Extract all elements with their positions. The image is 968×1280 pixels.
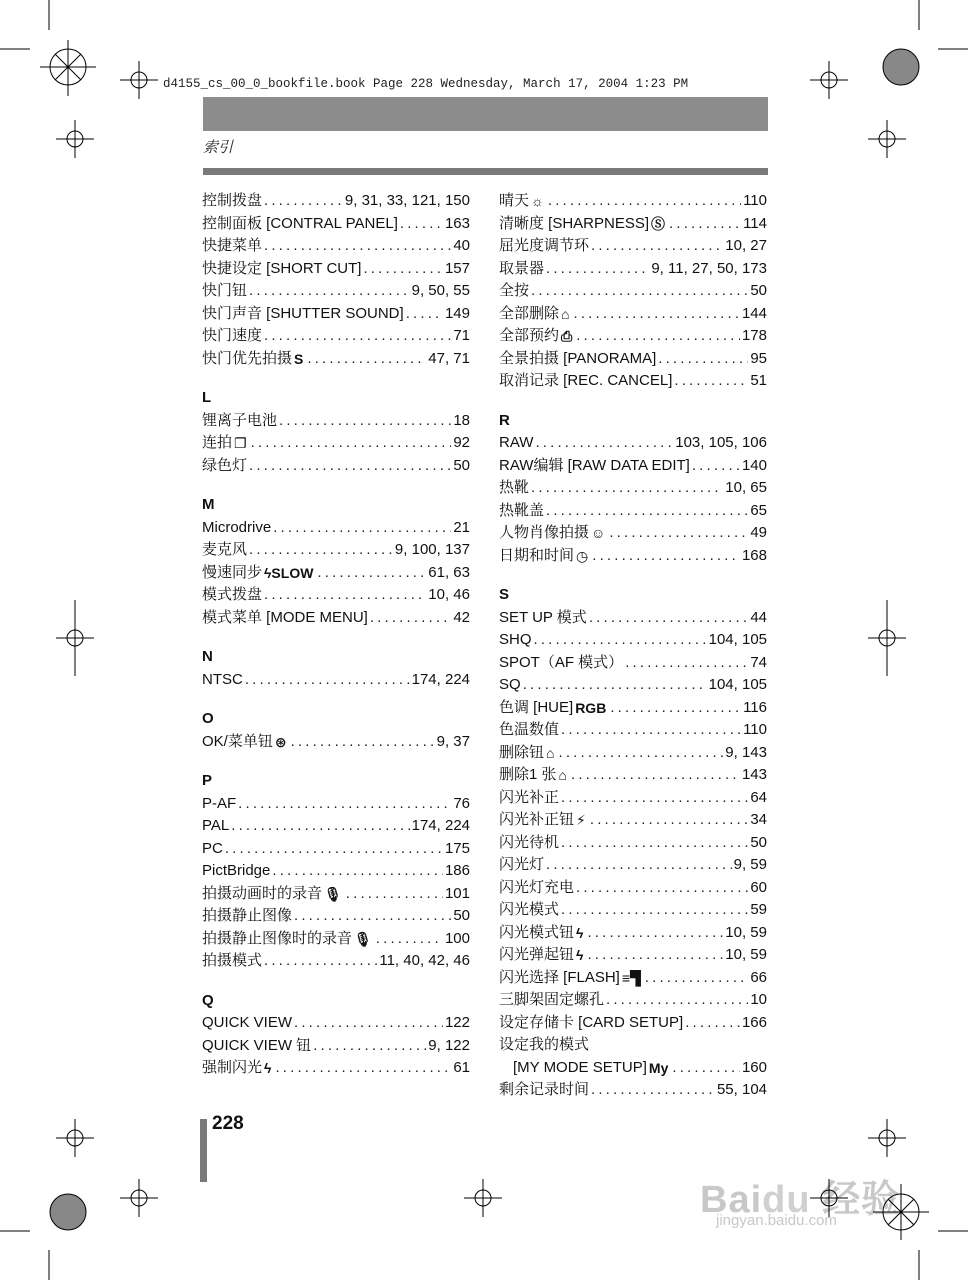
index-pages: 50 [453, 456, 470, 474]
index-pages: 9, 143 [725, 743, 767, 761]
index-term: P-AF [202, 794, 237, 812]
index-pages: 9, 59 [733, 856, 767, 873]
index-pages: 168 [741, 546, 767, 564]
section-label: 索引 [203, 139, 234, 156]
index-pages: 59 [750, 901, 767, 918]
index-pages: 10, 59 [725, 923, 767, 941]
index-term: 日期和时间 [499, 546, 575, 564]
index-term: 取景器 [499, 259, 545, 277]
index-term: 屈光度调节环 [499, 237, 590, 254]
index-term: 闪光补正钮 [499, 811, 575, 828]
index-symbol-icon: 🎙 [324, 885, 342, 902]
index-pages: 76 [453, 794, 470, 812]
index-term: 慢速同步 [202, 563, 263, 581]
index-term: 删除钮 [499, 743, 545, 761]
index-term: 闪光选择 [FLASH] [499, 968, 620, 986]
index-pages: 51 [750, 372, 767, 389]
index-term: 取消记录 [REC. CANCEL] [499, 372, 673, 389]
index-pages: 100 [444, 929, 470, 947]
index-pages: 103, 105, 106 [675, 434, 767, 451]
index-term: 快捷菜单 [202, 237, 263, 254]
index-pages: 9, 31, 33, 121, 150 [344, 192, 470, 209]
index-term: PC [202, 839, 223, 857]
index-term: 色温数值 [499, 721, 560, 738]
index-pages: 122 [444, 1014, 470, 1031]
index-pages: 34 [750, 811, 767, 828]
index-term: 闪光弹起钮 [499, 946, 575, 963]
index-pages: 61 [453, 1059, 470, 1076]
index-term: 绿色灯 [202, 456, 248, 474]
index-pages: 140 [741, 456, 767, 474]
watermark-url: jingyan.baidu.com [716, 1212, 837, 1229]
index-pages: 144 [741, 304, 767, 322]
index-pages: 10, 46 [428, 586, 470, 603]
index-letter-heading: Q [202, 991, 214, 1009]
index-term: 快门优先拍摄 [202, 349, 293, 367]
index-pages: 143 [741, 766, 767, 783]
index-pages: 9, 122 [428, 1036, 470, 1054]
index-pages: 175 [444, 839, 470, 857]
index-pages: 50 [750, 282, 767, 299]
index-pages: 71 [453, 327, 470, 344]
index-term: 快门声音 [SHUTTER SOUND] [202, 304, 404, 322]
index-term: 闪光灯充电 [499, 878, 575, 896]
index-pages: 64 [750, 788, 767, 806]
index-term: 快门钮 [202, 282, 248, 299]
page-number: 228 [212, 1113, 244, 1134]
index-term: 快门速度 [202, 327, 263, 344]
index-pages: 157 [444, 259, 470, 277]
index-pages: 160 [741, 1058, 767, 1076]
index-pages: 21 [453, 518, 470, 536]
index-term: 全景拍摄 [PANORAMA] [499, 349, 657, 367]
index-term: OK/菜单钮 [202, 732, 273, 750]
index-pages: 114 [743, 214, 767, 232]
index-term: SET UP 模式 [499, 608, 587, 626]
index-term: 设定我的模式 [499, 1036, 590, 1053]
index-pages: 18 [453, 411, 470, 429]
index-term: 闪光补正 [499, 788, 560, 806]
index-term: SPOT（AF 模式） [499, 653, 624, 671]
index-symbol-icon: ϟSLOW [264, 564, 314, 581]
index-term: 闪光模式钮 [499, 923, 575, 941]
index-term: 人物肖像拍摄 [499, 524, 590, 541]
index-symbol-icon: ☼ [531, 193, 544, 209]
index-term: 控制拨盘 [202, 192, 263, 209]
index-term: 闪光模式 [499, 901, 560, 918]
index-pages: 61, 63 [428, 563, 470, 581]
index-term: 设定存储卡 [CARD SETUP] [499, 1013, 684, 1031]
index-pages: 44 [750, 608, 767, 626]
index-term: 强制闪光 [202, 1059, 263, 1076]
index-term: 三脚架固定螺孔 [499, 991, 605, 1008]
index-term: 连拍 [202, 434, 233, 451]
index-letter-heading: P [202, 772, 213, 789]
index-term: 控制面板 [CONTRAL PANEL] [202, 214, 398, 232]
index-term: SQ [499, 676, 521, 693]
index-pages: 74 [750, 653, 767, 671]
index-term: 拍摄动画时的录音 [202, 884, 323, 902]
index-term: 闪光灯 [499, 856, 545, 873]
index-symbol-icon: 🎙 [354, 930, 372, 947]
index-pages: 101 [444, 884, 470, 902]
index-letter-heading: R [499, 411, 510, 429]
index-pages: 95 [750, 349, 767, 367]
index-term: RAW [499, 434, 534, 451]
index-pages: 110 [743, 721, 767, 738]
index-pages: 66 [750, 968, 767, 986]
index-term: 清晰度 [SHARPNESS] [499, 214, 650, 232]
index-term: 晴天 [499, 192, 530, 209]
index-letter-heading: M [202, 496, 215, 513]
index-symbol-icon: ❐ [234, 435, 247, 451]
index-term: 色调 [HUE] [499, 698, 574, 716]
index-pages: 186 [444, 862, 470, 879]
index-term: 拍摄静止图像 [202, 907, 293, 924]
index-pages: 104, 105 [708, 676, 767, 693]
index-pages: 65 [750, 501, 767, 519]
index-symbol-icon: ☺ [591, 525, 606, 541]
index-term: 全部删除 [499, 304, 560, 322]
index-term: Microdrive [202, 518, 272, 536]
index-pages: 174, 224 [411, 817, 470, 834]
index-term: 删除1 张 [499, 766, 557, 783]
index-term: 拍摄静止图像时的录音 [202, 929, 353, 947]
index-symbol-icon: ⌂ [558, 767, 567, 783]
index-pages: 55, 104 [716, 1081, 767, 1098]
index-term: 热靴盖 [499, 501, 545, 519]
index-term: 麦克风 [202, 541, 248, 558]
index-term: PictBridge [202, 862, 271, 879]
index-pages: 49 [750, 524, 767, 541]
index-term: 热靴 [499, 479, 530, 496]
index-pages: 149 [444, 304, 470, 322]
index-symbol-icon: ϟ [576, 947, 584, 963]
index-term: PAL [202, 817, 230, 834]
index-pages: 10, 59 [725, 946, 767, 963]
index-pages: 47, 71 [428, 349, 470, 367]
index-pages: 166 [741, 1013, 767, 1031]
index-symbol-icon: ⌂ [561, 305, 570, 322]
index-term: 剩余记录时间 [499, 1081, 590, 1098]
file-header: d4155_cs_00_0_bookfile.book Page 228 Wednesday, March 17, 2004 1:23 PM [163, 77, 689, 91]
index-symbol-icon: Ⓢ [651, 215, 666, 232]
watermark-logo: Baidu 经验 [700, 1179, 901, 1221]
index-term: QUICK VIEW 钮 [202, 1036, 312, 1054]
index-symbol-icon: ⊛ [274, 733, 287, 750]
index-letter-heading: L [202, 389, 212, 406]
index-symbol-icon: ◷ [576, 547, 589, 564]
index-pages: 9, 11, 27, 50, 173 [651, 259, 767, 277]
index-term: SHQ [499, 631, 532, 648]
index-term: 闪光待机 [499, 833, 560, 851]
index-pages: 60 [750, 878, 767, 896]
index-term: 拍摄模式 [202, 952, 263, 969]
index-pages: 174, 224 [411, 670, 470, 688]
index-symbol-icon: ≡▜ [621, 969, 641, 986]
index-pages: 50 [750, 833, 767, 851]
index-symbol-icon: ⌂ [546, 744, 555, 761]
index-term: 模式拨盘 [202, 586, 263, 603]
index-pages: 50 [453, 907, 470, 924]
index-pages: 110 [743, 192, 767, 209]
index-letter-heading: N [202, 648, 213, 665]
index-pages: 11, 40, 42, 46 [379, 952, 470, 969]
index-term: 锂离子电池 [202, 411, 278, 429]
index-symbol-icon: My [648, 1059, 669, 1076]
index-pages: 9, 50, 55 [411, 282, 470, 299]
index-symbol-icon: ϟ [264, 1060, 272, 1076]
index-pages: 10, 27 [725, 237, 767, 254]
index-term: [MY MODE SETUP] [513, 1058, 647, 1076]
index-term: 全部预约 [499, 327, 560, 344]
index-pages: 116 [743, 698, 767, 716]
index-letter-heading: S [499, 586, 510, 603]
index-term: RAW编辑 [RAW DATA EDIT] [499, 456, 690, 474]
index-letter-heading: O [202, 710, 214, 727]
index-symbol-icon: S [294, 350, 304, 367]
index-term: 模式菜单 [MODE MENU] [202, 608, 368, 626]
index-pages: 42 [453, 608, 470, 626]
index-pages: 10 [750, 991, 767, 1008]
index-term: 快捷设定 [SHORT CUT] [202, 259, 362, 277]
index-symbol-icon: ϟ [576, 924, 584, 941]
index-term: QUICK VIEW [202, 1014, 293, 1031]
index-pages: 10, 65 [725, 479, 767, 496]
index-pages: 163 [444, 214, 470, 232]
index-symbol-icon: ⎙ [561, 328, 573, 344]
index-pages: 9, 100, 137 [394, 541, 470, 558]
index-pages: 92 [453, 434, 470, 451]
index-pages: 178 [741, 327, 767, 344]
index-term: 全按 [499, 282, 530, 299]
index-term: NTSC [202, 670, 243, 688]
index-symbol-icon: RGB [575, 699, 607, 716]
index-symbol-icon: ⚡ [576, 812, 586, 828]
index-pages: 40 [453, 237, 470, 254]
index-pages: 9, 37 [436, 732, 470, 750]
index-pages: 104, 105 [708, 631, 767, 648]
